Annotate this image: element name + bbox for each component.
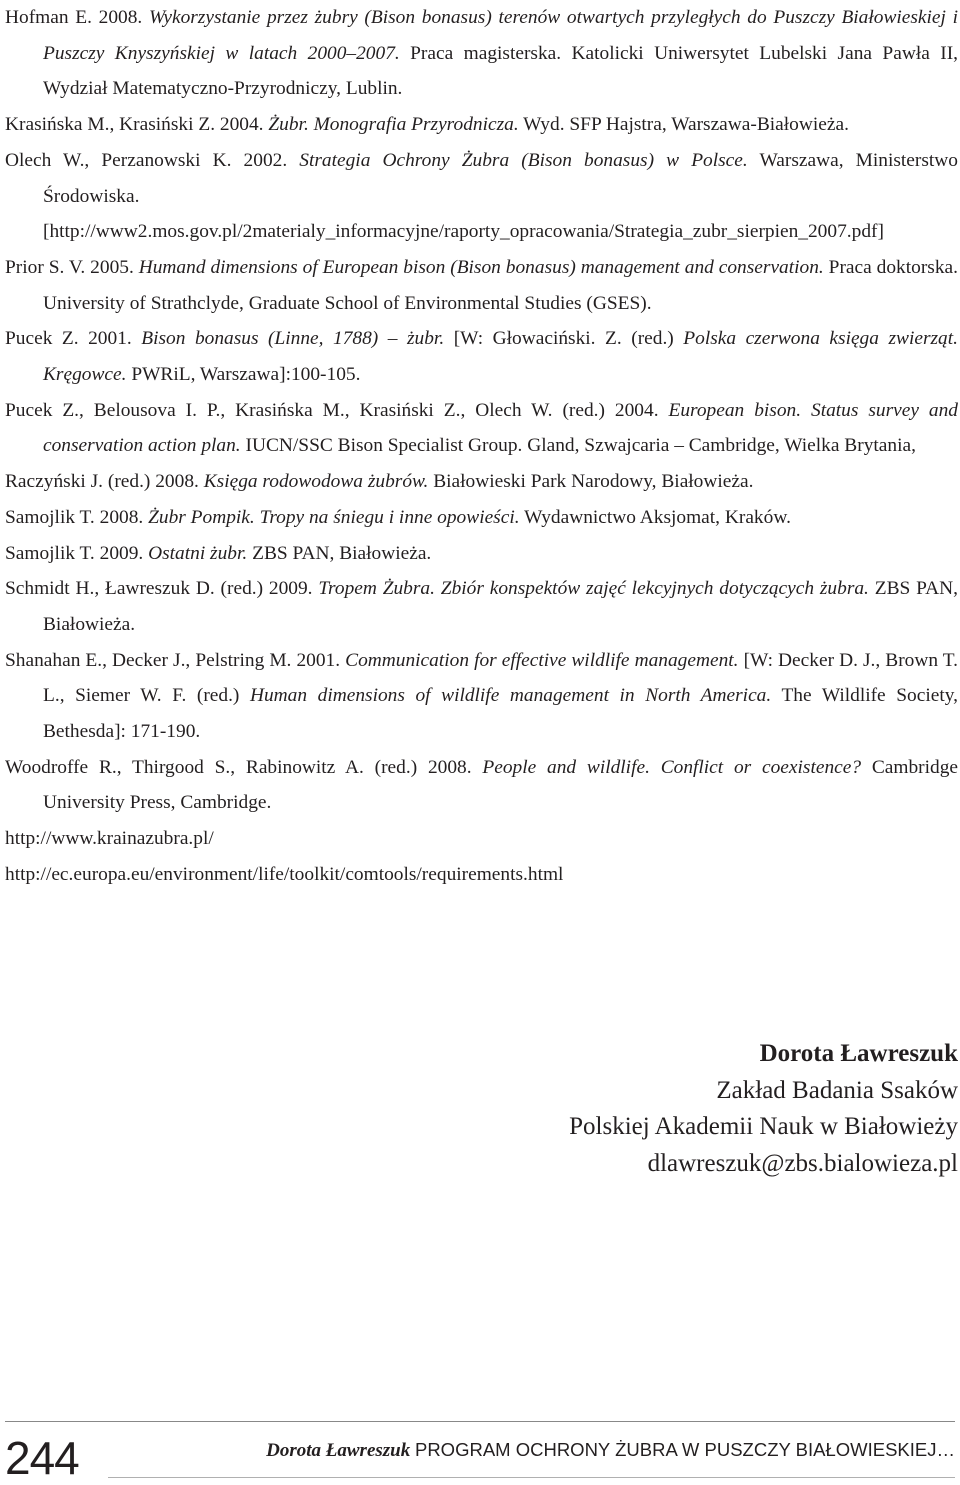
reference-title: People and wildlife. Conflict or coexistence?	[482, 756, 862, 778]
reference-title: European bison. Status survey and conservation action plan.	[43, 399, 958, 457]
reference-entry	[5, 500, 958, 536]
reference-authors: Schmidt H., Ławreszuk D. (red.) 2009.	[5, 578, 319, 600]
reference-entry	[5, 321, 958, 392]
reference-details: [W: Głowaciński. Z. (red.)	[444, 328, 684, 350]
reference-details: Wyd. SFP Hajstra, Warszawa-Białowieża.	[518, 114, 849, 136]
running-footer	[266, 1437, 955, 1464]
reference-details: Warszawa, Ministerstwo Środowiska. [http://www2.mos.gov.pl/2materialy_informacyjne/raporty_opracowania/Strategia_zubr_sierpien_2007.pdf]	[43, 149, 958, 243]
reference-details: Wydawnictwo Aksjomat, Kraków.	[519, 506, 791, 528]
running-footer-title: PROGRAM OCHRONY ŻUBRA W PUSZCZY BIAŁOWIESKIEJ…	[414, 1439, 955, 1460]
reference-authors: Woodroffe R., Thirgood S., Rabinowitz A. (red.) 2008.	[5, 756, 483, 778]
reference-details: ZBS PAN, Białowieża.	[43, 578, 958, 635]
reference-entry	[5, 536, 958, 572]
reference-entry	[5, 464, 958, 500]
reference-title: Wykorzystanie przez żubry (Bison bonasus) terenów otwartych przyległych do Puszczy Białowieskiej i Puszczy Knyszyńskiej w latach 2000–2007.	[43, 7, 959, 64]
reference-entry	[5, 0, 958, 107]
reference-title: Communication for effective wildlife management.	[345, 649, 739, 671]
reference-publisher: The Wildlife Society, Bethesda]: 171-190.	[43, 685, 958, 743]
reference-details: [W: Decker D. J., Brown T. L., Siemer W. F. (red.)	[43, 649, 958, 707]
reference-details: IUCN/SSC Bison Specialist Group. Gland, Szwajcaria – Cambridge, Wielka Brytania,	[240, 435, 916, 457]
reference-entry	[5, 143, 958, 250]
affiliation-line: Polskiej Akademii Nauk w Białowieży	[569, 1113, 958, 1140]
affiliation-line: Zakład Badania Ssaków	[716, 1076, 958, 1104]
reference-url: http://www.krainazubra.pl/	[5, 828, 214, 850]
reference-entry	[5, 571, 958, 642]
reference-authors: Raczyński J. (red.) 2008.	[5, 471, 204, 493]
reference-entry	[5, 393, 958, 464]
reference-title: Bison bonasus (Linne, 1788) – żubr.	[141, 328, 445, 350]
reference-publisher: PWRiL, Warszawa]:100-105.	[126, 364, 361, 386]
author-name: Dorota Ławreszuk	[759, 1040, 958, 1067]
reference-url: http://ec.europa.eu/environment/life/toolkit/comtools/requirements.html	[5, 863, 564, 885]
footer-divider	[5, 1421, 955, 1422]
reference-authors: Olech W., Perzanowski K. 2002.	[5, 149, 300, 171]
reference-title: Ostatni żubr.	[148, 542, 248, 564]
running-footer-author: Dorota Ławreszuk	[266, 1440, 411, 1461]
reference-authors: Prior S. V. 2005.	[5, 256, 139, 278]
reference-authors: Krasińska M., Krasiński Z. 2004.	[5, 114, 269, 136]
reference-authors: Samojlik T. 2008.	[5, 506, 149, 528]
reference-entry	[5, 643, 958, 750]
reference-details: Cambridge University Press, Cambridge.	[43, 756, 958, 814]
reference-title: Strategia Ochrony Żubra (Bison bonasus) w Polsce.	[299, 149, 748, 171]
reference-details: Praca magisterska. Katolicki Uniwersytet Lubelski Jana Pawła II, Wydział Matematyczno-Przyrodniczy, Lublin.	[43, 42, 958, 100]
reference-title: Tropem Żubra. Zbiór konspektów zajęć lekcyjnych dotyczących żubra.	[318, 578, 869, 600]
reference-book-title: Human dimensions of wildlife management in North America.	[249, 685, 772, 707]
reference-list	[5, 0, 958, 893]
reference-title: Żubr. Monografia Przyrodnicza.	[268, 114, 519, 136]
reference-authors: Shanahan E., Decker J., Pelstring M. 2001.	[5, 649, 346, 671]
reference-entry	[5, 107, 958, 143]
reference-book-title: Polska czerwona księga zwierząt. Kręgowce.	[43, 328, 958, 386]
reference-authors: Samojlik T. 2009.	[5, 542, 149, 564]
reference-title: Księga rodowodowa żubrów.	[203, 471, 429, 493]
reference-details: Białowieski Park Narodowy, Białowieża.	[428, 471, 754, 493]
reference-title: Żubr Pompik. Tropy na śniegu i inne opowieści.	[148, 506, 520, 528]
reference-details: ZBS PAN, Białowieża.	[247, 542, 432, 564]
reference-details: Praca doktorska. University of Strathclyde, Graduate School of Environmental Studies (GSES).	[43, 256, 958, 314]
reference-authors: Hofman E. 2008.	[5, 7, 149, 28]
footer-underline	[108, 1477, 955, 1478]
reference-authors: Pucek Z., Belousova I. P., Krasińska M., Krasiński Z., Olech W. (red.) 2004.	[5, 399, 669, 421]
reference-entry	[5, 750, 958, 821]
author-affiliation-block	[569, 1036, 958, 1182]
reference-title: Humand dimensions of European bison (Bison bonasus) management and conservation.	[138, 256, 824, 278]
author-email: dlawreszuk@zbs.bialowieza.pl	[647, 1149, 958, 1177]
page-number: 244	[5, 1432, 79, 1484]
reference-authors: Pucek Z. 2001.	[5, 328, 142, 350]
reference-entry	[5, 250, 958, 321]
